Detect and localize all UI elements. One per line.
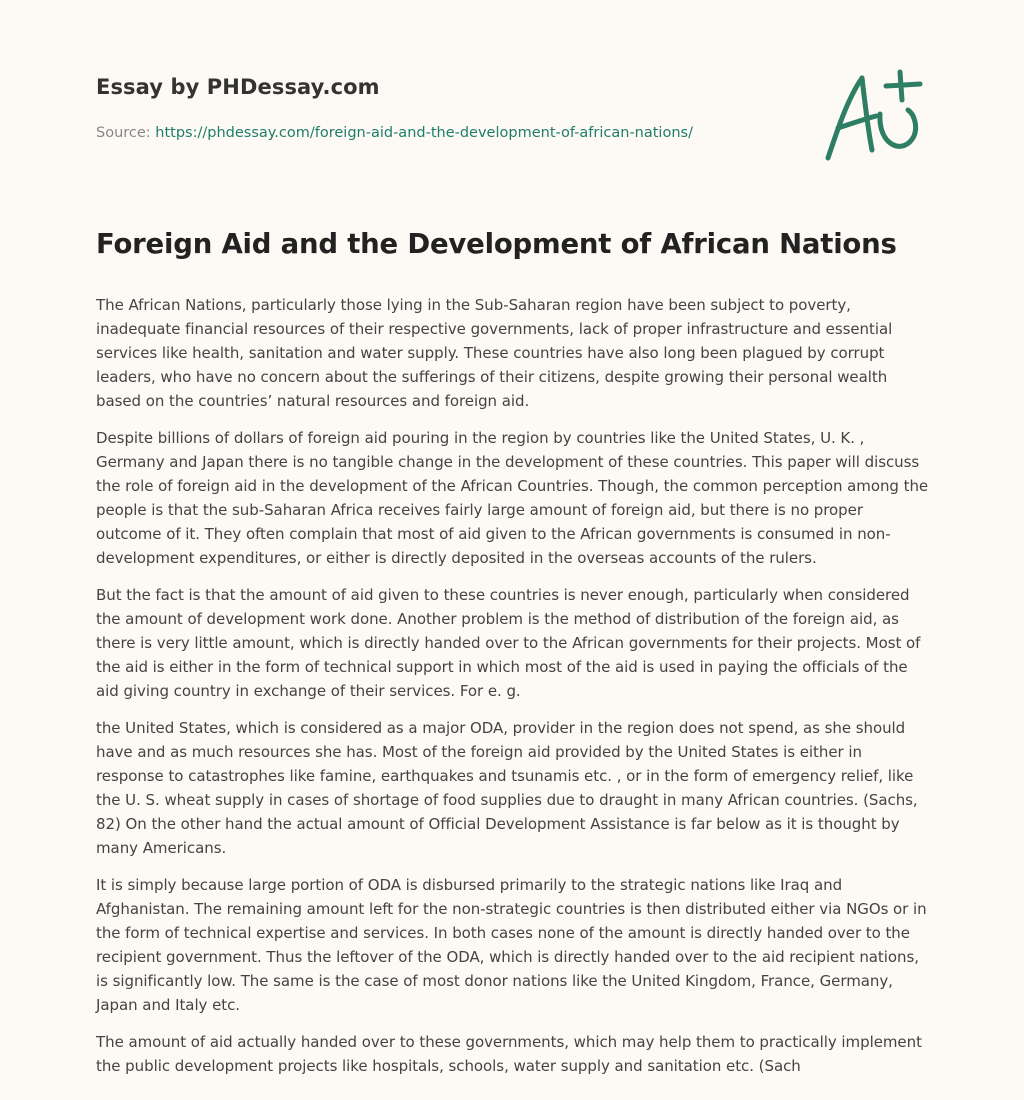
- page-header: [96, 75, 796, 141]
- essay-paragraph: But the fact is that the amount of aid given to these countries is never enough, particularly when considered the amount of development work done. Another problem is the method of distribution of the foreign aid, as there is very little amount, which is directly handed over to the African governments for their projects. Most of the aid is either in the form of technical support in which most of the aid is used in paying the officials of the aid giving country in exchange of their services. For e. g.: [96, 586, 921, 700]
- source-link[interactable]: https://phdessay.com/foreign-aid-and-the-development-of-african-nations/: [155, 125, 693, 141]
- essay-paragraph: Despite billions of dollars of foreign aid pouring in the region by countries like the United States, U. K. , Germany and Japan there is no tangible change in the development of these countries. This paper will discuss the role of foreign aid in the development of the African Countries. Though, the common perception among the people is that the sub-Saharan Africa receives fairly large amount of foreign aid, but there is no proper outcome of it. They often complain that most of aid given to the African governments is consumed in non-development expenditures, or either is directly deposited in the overseas accounts of the rulers.: [96, 429, 929, 567]
- essay-paragraph: It is simply because large portion of ODA is disbursed primarily to the strategic nations like Iraq and Afghanistan. The remaining amount left for the non-strategic countries is then distributed either via NGOs or in the form of technical expertise and services. In both cases none of the amount is directly handed over to the recipient government. Thus the leftover of the ODA, which is directly handed over to the aid recipient nations, is significantly low. The same is the case of most donor nations like the United Kingdom, France, Germany, Japan and Italy etc.: [96, 876, 927, 1014]
- essay-paragraph: The amount of aid actually handed over to these governments, which may help them to practically implement the public development projects like hospitals, schools, water supply and sanitation etc. (Sach: [96, 1033, 922, 1075]
- essay-title: Foreign Aid and the Development of African Nations: [96, 228, 897, 260]
- essay-paragraph: The African Nations, particularly those lying in the Sub-Saharan region have been subject to poverty, inadequate financial resources of their respective governments, lack of proper infrastructure and essential services like health, sanitation and water supply. These countries have also long been plagued by corrupt leaders, who have no concern about the sufferings of their citizens, despite growing their personal wealth based on the countries’ natural resources and foreign aid.: [96, 296, 893, 410]
- site-brand: Essay by PHDessay.com: [96, 75, 380, 99]
- source-label: Source:: [96, 125, 156, 141]
- source-line: [96, 125, 796, 141]
- a-plus-grade-icon: [818, 66, 928, 166]
- essay-paragraph: the United States, which is considered as a major ODA, provider in the region does not spend, as she should have and as much resources she has. Most of the foreign aid provided by the United States is either in response to catastrophes like famine, earthquakes and tsunamis etc. , or in the form of emergency relief, like the U. S. wheat supply in cases of shortage of food supplies due to draught in many African countries. (Sachs, 82) On the other hand the actual amount of Official Development Assistance is far below as it is thought by many Americans.: [96, 719, 918, 857]
- essay-content: [96, 224, 932, 1091]
